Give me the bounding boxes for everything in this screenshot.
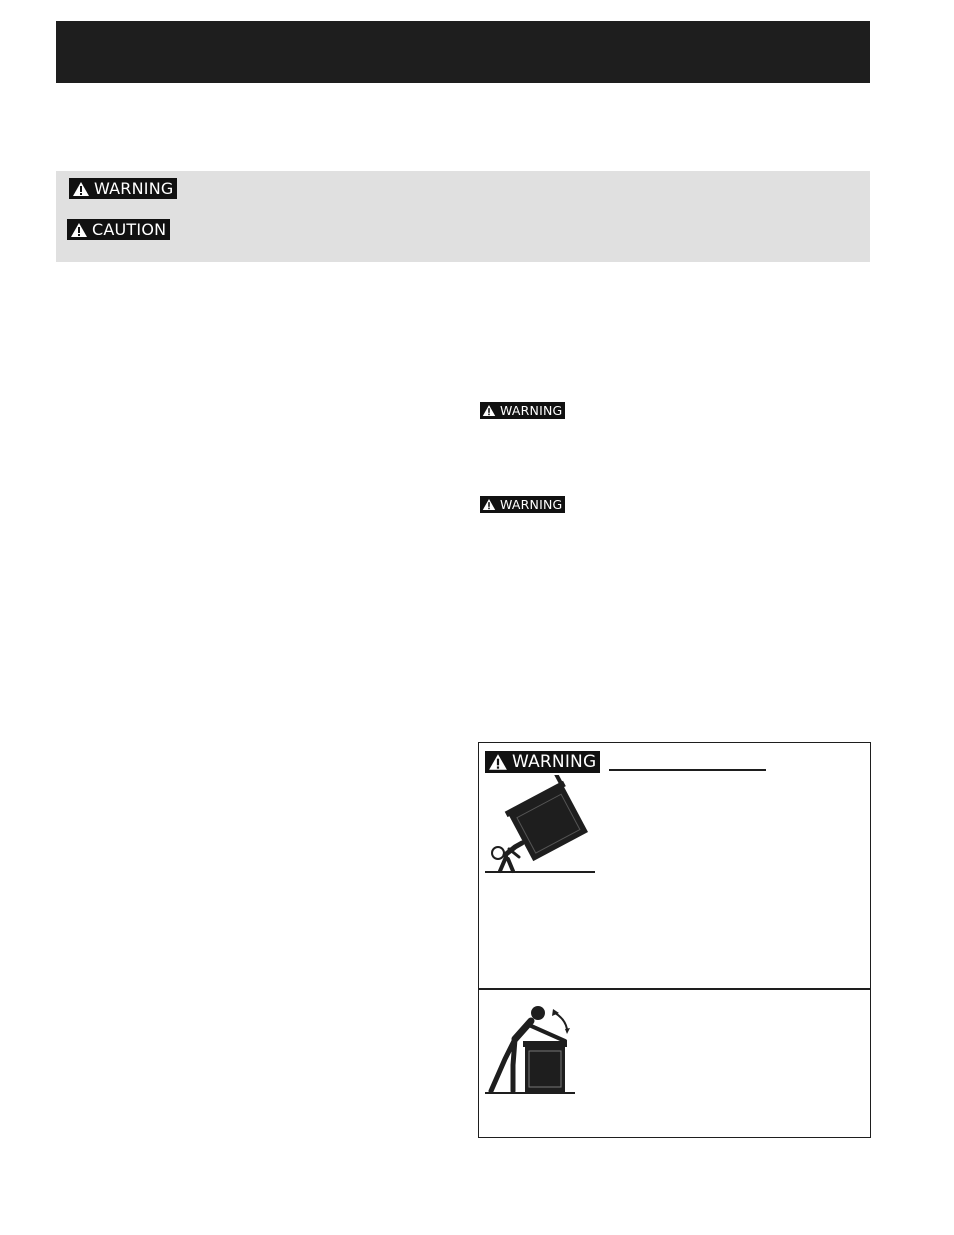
header-bar: [56, 21, 870, 83]
anti-tip-warning-box: [478, 742, 871, 1138]
safety-definitions-box: [56, 171, 870, 262]
warning-badge: [480, 496, 565, 513]
warning-badge-label: WARNING: [500, 403, 563, 418]
range-tipping-over-child-icon: [485, 775, 597, 875]
warning-badge: [480, 402, 565, 419]
warning-triangle-icon: [488, 753, 508, 771]
warning-triangle-icon: [482, 404, 496, 417]
warning-badge-label: WARNING: [500, 497, 563, 512]
warning-badge: [485, 751, 600, 773]
person-lifting-range-icon: [485, 1001, 585, 1096]
warning-triangle-icon: [70, 222, 88, 238]
caution-badge-label: CAUTION: [92, 220, 167, 239]
warning-badge: [69, 178, 177, 199]
warning-badge-label: WARNING: [512, 752, 597, 772]
box-divider: [479, 988, 870, 990]
warning-badge-label: WARNING: [94, 179, 174, 198]
caution-badge: [67, 219, 170, 240]
warning-triangle-icon: [72, 181, 90, 197]
warning-title-underline: [609, 769, 766, 771]
warning-triangle-icon: [482, 498, 496, 511]
